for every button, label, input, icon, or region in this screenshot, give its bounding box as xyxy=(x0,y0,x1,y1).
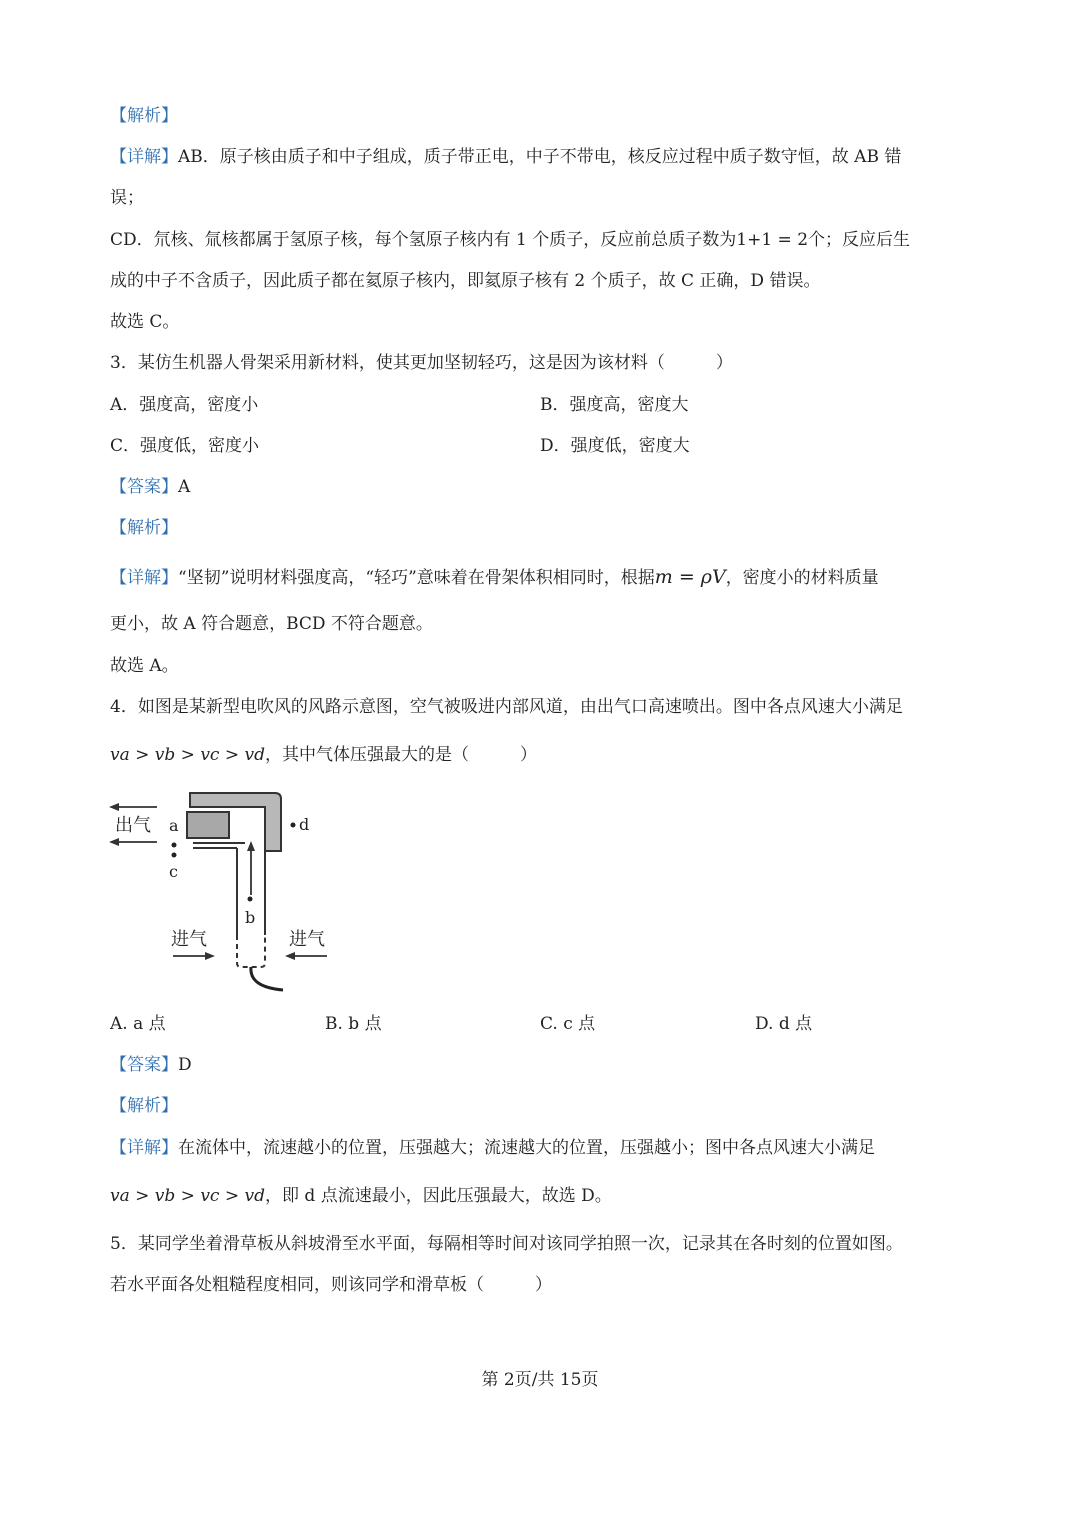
q3-analysis-tag: 【解析】 xyxy=(110,518,178,538)
detail-text-b: ，即 d 点流速最小，因此压强最大，故选 D。 xyxy=(265,1186,612,1206)
point-b-dot xyxy=(248,897,253,902)
detail-tag: 【详解】 xyxy=(110,568,178,588)
stem-text: ，其中气体压强最大的是（ ） xyxy=(265,745,537,765)
speed-inequality: va > vb > vc > vd xyxy=(110,745,265,765)
answer-tag: 【答案】 xyxy=(110,477,178,497)
cd-paragraph xyxy=(110,228,910,252)
inlet-label-left: 进气 xyxy=(171,929,207,950)
detail-text: “坚韧”说明材料强度高，“轻巧”意味着在骨架体积相同时，根据 xyxy=(178,568,655,588)
question-3-stem: 3．某仿生机器人骨架采用新材料，使其更加坚韧轻巧，这是因为该材料（ ） xyxy=(110,353,733,373)
choose-line: 故选 C。 xyxy=(110,312,180,332)
question-4-stem-cont xyxy=(110,743,537,767)
inlet-label-right: 进气 xyxy=(289,929,325,950)
answer-tag: 【答案】 xyxy=(110,1055,178,1075)
page-footer: 第 2页/共 15页 xyxy=(481,1370,599,1390)
point-d-label: d xyxy=(299,815,310,834)
detail-inequality: va > vb > vc > vd xyxy=(110,1186,265,1206)
q3-option-c: C．强度低，密度小 xyxy=(110,436,260,456)
detail-tag: 【详解】 xyxy=(110,147,178,167)
arrowhead xyxy=(205,952,215,960)
q3-option-d: D．强度低，密度大 xyxy=(540,436,690,456)
question-5-stem: 5．某同学坐着滑草板从斜坡滑至水平面，每隔相等时间对该同学拍照一次，记录其在各时刻的位置如图。 xyxy=(110,1234,903,1254)
answer-value: A xyxy=(178,477,191,497)
point-b-label: b xyxy=(245,908,256,927)
cd-text: CD．氘核、氚核都属于氢原子核，每个氢原子核内有 1 个质子，反应前总质子数为 xyxy=(110,230,737,250)
q4-option-d: D. d 点 xyxy=(755,1014,813,1034)
detail-text-cont: 误； xyxy=(110,188,144,208)
arrowhead xyxy=(285,952,295,960)
q4-option-a: A. a 点 xyxy=(110,1014,166,1034)
point-a-label: a xyxy=(169,816,179,835)
detail-text: 在流体中，流速越小的位置，压强越大；流速越大的位置，压强越小；图中各点风速大小满足 xyxy=(178,1138,875,1158)
q3-option-b: B．强度高，密度大 xyxy=(540,395,689,415)
hair-dryer-diagram xyxy=(105,785,345,1000)
q4-detail-cont xyxy=(110,1184,612,1208)
q4-option-b: B. b 点 xyxy=(325,1014,382,1034)
cd-text-b: 个；反应后生 xyxy=(808,230,911,250)
q4-analysis-tag: 【解析】 xyxy=(110,1096,178,1116)
point-d-dot xyxy=(291,823,296,828)
cd-formula: 1+1 = 2 xyxy=(736,230,809,250)
outlet-label: 出气 xyxy=(115,815,151,836)
arrowhead xyxy=(109,838,119,846)
intake-dashed xyxy=(237,935,265,967)
q3-detail-cont: 更小，故 A 符合题意，BCD 不符合题意。 xyxy=(110,614,433,634)
dryer-inner-block xyxy=(187,812,229,838)
q3-answer xyxy=(110,475,190,499)
point-c-label: c xyxy=(169,862,178,881)
analysis-tag: 【解析】 xyxy=(110,106,178,126)
q4-option-c: C. c 点 xyxy=(540,1014,596,1034)
detail-text-b: ，密度小的材料质量 xyxy=(725,568,879,588)
power-cord xyxy=(251,967,283,990)
q4-answer xyxy=(110,1053,192,1077)
point-a-dot xyxy=(172,843,177,848)
arrowhead xyxy=(109,803,119,811)
detail-tag: 【详解】 xyxy=(110,1138,178,1158)
q3-choose: 故选 A。 xyxy=(110,656,179,676)
question-4-stem: 4．如图是某新型电吹风的风路示意图，空气被吸进内部风道，由出气口高速喷出。图中各点风速大小满足 xyxy=(110,697,903,717)
answer-value: D xyxy=(178,1055,192,1075)
q4-detail xyxy=(110,1136,875,1160)
q3-option-a: A．强度高，密度小 xyxy=(110,395,259,415)
detail-text: AB．原子核由质子和中子组成，质子带正电，中子不带电，核反应过程中质子数守恒，故 AB 错 xyxy=(178,147,902,167)
point-c-dot xyxy=(172,853,177,858)
cd-text-cont: 成的中子不含质子，因此质子都在氦原子核内，即氦原子核有 2 个质子，故 C 正确，D 错误。 xyxy=(110,271,821,291)
arrowhead xyxy=(247,841,255,851)
detail-paragraph xyxy=(110,145,901,169)
question-5-stem-cont: 若水平面各处粗糙程度相同，则该同学和滑草板（ ） xyxy=(110,1275,552,1295)
q3-detail xyxy=(110,565,879,590)
density-formula: m = ρV xyxy=(654,566,726,588)
